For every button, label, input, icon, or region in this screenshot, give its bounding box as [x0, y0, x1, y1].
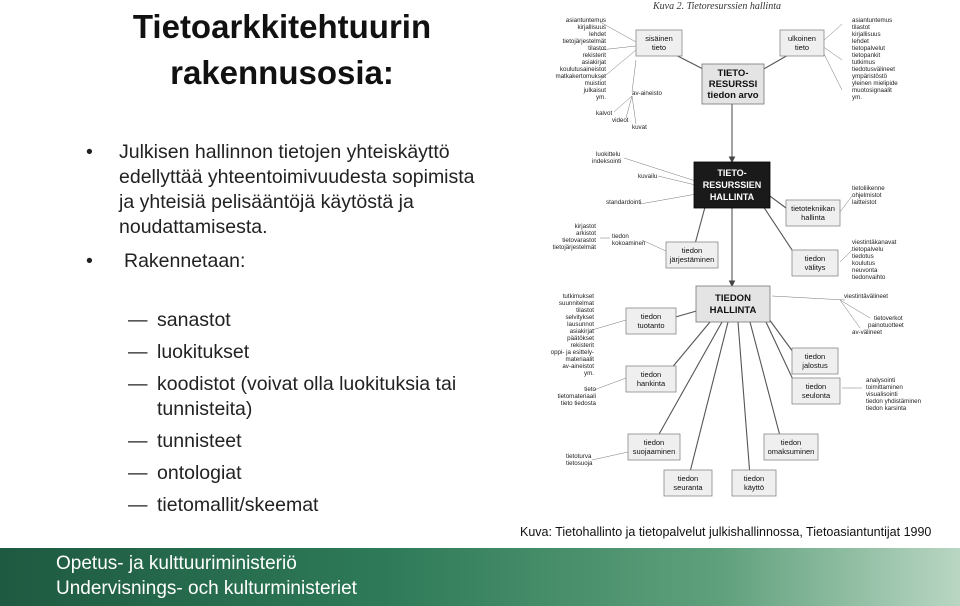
sub-bullet-text: tietomallit/skeemat [157, 494, 319, 516]
annotation-label: tieto [584, 386, 596, 393]
node-label: HALLINTA [709, 192, 755, 202]
dash-icon: — [128, 341, 148, 363]
annotation-label: tietopalvelu [852, 246, 884, 253]
annotation-label: muotosignaalit [852, 87, 892, 94]
edge [766, 315, 796, 356]
annotation-label: laitteistot [852, 199, 877, 206]
annotation-label: kalvot [596, 110, 613, 117]
annotation-label: lehdet [852, 38, 869, 45]
node-label: tiedon [643, 438, 665, 447]
edge [594, 378, 626, 390]
annotation-label: tietopankit [852, 52, 881, 59]
edge [822, 46, 842, 60]
label-group-hankinta [557, 386, 596, 407]
node-tiedon-omaksuminen [764, 434, 818, 460]
annotation-label: videot [612, 117, 629, 124]
annotation-label: ohjelmistot [852, 192, 882, 199]
annotation-label: tietovarastot [562, 237, 596, 244]
node-sisainen-tieto [636, 30, 682, 56]
node-label: tietotekniikan [791, 204, 835, 213]
annotation-label: tilastot [588, 45, 606, 52]
node-label: omaksuminen [767, 447, 815, 456]
annotation-label: av-välineet [852, 329, 882, 336]
annotation-label: tilastot [576, 307, 594, 314]
edge [592, 452, 628, 460]
annotation-label: asiantuntemus [565, 17, 606, 24]
label-group-left-top [555, 17, 606, 101]
annotation-label: ym. [596, 94, 606, 101]
annotation-label: kokoaminen [612, 240, 646, 247]
resource-management-diagram [540, 0, 960, 498]
annotation-label: asiakirjat [569, 328, 594, 335]
sub-bullet-item [128, 461, 488, 486]
node-label: suojaaminen [632, 447, 676, 456]
figure-title: Kuva 2. Tietoresurssien hallinta [653, 1, 781, 12]
edge [738, 322, 750, 476]
annotation-label: indeksointi [592, 158, 622, 165]
node-tietoresurssi [702, 64, 764, 104]
node-ulkoinen-tieto [780, 30, 824, 56]
label-group-right-top [852, 17, 898, 101]
edge [642, 240, 668, 252]
bullet-item [86, 140, 486, 240]
sub-bullet-item [128, 308, 488, 333]
annotation-label: materiaalit [565, 356, 594, 363]
figure-caption: Kuva: Tietohallinto ja tietopalvelut julkishallinnossa, Tietoasiantuntijat 1990 [520, 525, 932, 539]
label-group-valitys [852, 239, 897, 281]
annotation-label: analysointi [866, 377, 896, 384]
annotation-label: kirjastot [574, 223, 596, 230]
annotation-label: viestintävälineet [844, 293, 889, 300]
annotation-label: koulutus [852, 260, 876, 267]
node-label: hallinta [801, 213, 825, 222]
edge [592, 320, 626, 330]
node-label: tiedon [743, 474, 765, 483]
annotation-label: julkaisut [583, 87, 606, 94]
dash-icon: — [128, 462, 148, 484]
sub-bullet-item [128, 429, 488, 454]
annotation-label: tiedon yhdistäminen [866, 398, 922, 405]
dash-icon: — [128, 309, 148, 331]
node-tietoresurssien-hallinta [694, 162, 770, 208]
node-label: jalostus [802, 361, 828, 370]
node-label: seuranta [673, 483, 703, 492]
node-label: hankinta [636, 379, 666, 388]
sub-bullet-item [128, 372, 488, 422]
annotation-label: lausunnot [567, 321, 594, 328]
annotation-label: tutkimus [852, 59, 876, 66]
annotation-label: kuvat [632, 124, 647, 131]
node-label: ulkoinen [788, 34, 816, 43]
edge [632, 96, 636, 124]
ministry-footer [0, 548, 960, 606]
node-label: tiedon [804, 352, 826, 361]
node-tiedon-hankinta [626, 366, 676, 392]
node-label: tiedon [780, 438, 802, 447]
annotation-label: tilastot [852, 24, 870, 31]
annotation-label: päätökset [567, 335, 594, 342]
node-label: tieto [651, 43, 667, 52]
edge [632, 60, 636, 92]
node-tiedon-seulonta [792, 378, 840, 404]
annotation-label: rekisterit [582, 52, 606, 59]
annotation-label: yleinen mielipide [852, 80, 898, 87]
annotation-label: suunnitelmat [558, 300, 594, 307]
annotation-label: tiedon karsinta [866, 405, 907, 412]
node-tiedon-suojaaminen [628, 434, 680, 460]
annotation-label: arkistot [576, 230, 596, 237]
annotation-label: kirjallisuus [852, 31, 881, 38]
label-group-seulonta [866, 377, 922, 412]
footer-line-finnish: Opetus- ja kulttuuriministeriö [56, 553, 297, 574]
annotation-label: tiedotus [852, 253, 874, 260]
annotation-label: painotuotteet [868, 322, 904, 329]
node-label: HALLINTA [709, 305, 757, 316]
annotation-label: viestintäkanavat [852, 239, 897, 246]
annotation-label: tiedonvaihto [852, 274, 886, 281]
annotation-label: tieto tiedosta [560, 400, 596, 407]
footer-line-swedish: Undervisnings- och kulturministeriet [56, 578, 357, 599]
edge [626, 96, 632, 118]
annotation-label: av-aineisto [632, 90, 662, 97]
annotation-label: visualisointi [866, 391, 898, 398]
sub-bullet-item [128, 493, 488, 518]
node-label: sisäinen [645, 34, 673, 43]
node-tiedon-jalostus [792, 348, 838, 374]
sub-bullet-item [128, 340, 488, 365]
edge [840, 196, 852, 212]
node-label: seulonta [801, 391, 831, 400]
annotation-label: tietojärjestelmät [562, 38, 606, 45]
node-label: TIETO- [717, 68, 749, 79]
node-label: RESURSSIEN [702, 180, 762, 190]
label-group-tietoturva [566, 453, 593, 467]
node-label: RESURSSI [708, 79, 758, 90]
node-tiedon-tuotanto [626, 308, 676, 334]
annotation-label: luokittelu [596, 151, 621, 158]
edge [766, 322, 796, 386]
edge [840, 250, 852, 262]
annotation-label: ym. [584, 370, 594, 377]
node-label: tuotanto [637, 321, 665, 330]
edge [772, 296, 845, 300]
annotation-label: tutkimukset [562, 293, 594, 300]
bullet-text: Rakennetaan: [124, 250, 246, 272]
annotation-label: toimittaminen [866, 384, 903, 391]
title-line-2: rakennusosia: [170, 54, 394, 91]
node-label: tiedon [640, 312, 662, 321]
node-label: tiedon [804, 254, 826, 263]
annotation-label: asiakirjat [581, 59, 606, 66]
annotation-label: ympäristöstö [852, 73, 888, 80]
label-group-tietotekniikka [852, 185, 885, 206]
node-label: tiedon [681, 246, 703, 255]
node-label: TIETO- [717, 168, 747, 178]
bullet-item [86, 249, 486, 274]
annotation-label: rekisterit [570, 342, 594, 349]
annotation-label: standardointi [606, 199, 642, 206]
label-group-tuotanto [551, 293, 595, 377]
sub-bullet-text: ontologiat [157, 462, 242, 484]
node-label: välitys [804, 263, 826, 272]
annotation-label: tietoturva [566, 453, 592, 460]
dash-icon: — [128, 430, 148, 452]
node-label: tiedon [640, 370, 662, 379]
node-label: järjestäminen [669, 255, 715, 264]
node-tiedon-hallinta [696, 286, 770, 322]
sub-bullet-text: luokitukset [157, 341, 250, 363]
bullet-dot-icon: • [86, 250, 93, 272]
edge [840, 300, 860, 328]
annotation-label: selvitykset [565, 314, 594, 321]
annotation-label: kuvailu [638, 173, 658, 180]
dash-icon: — [128, 373, 148, 395]
bullet-list [86, 140, 486, 274]
annotation-label: tietosuoja [566, 460, 593, 467]
node-label: TIEDON [715, 293, 751, 304]
node-label: tieto [794, 43, 810, 52]
sub-bullet-text: koodistot (voivat olla luokituksia tai tunnisteita) [157, 373, 457, 420]
sub-bullet-list [128, 308, 488, 525]
annotation-label: neuvonta [852, 267, 878, 274]
node-label: tiedon [677, 474, 699, 483]
annotation-label: koulutusaineistot [559, 66, 606, 73]
annotation-label: av-aineistot [562, 363, 594, 370]
node-tiedon-jarjestaminen [666, 242, 718, 268]
dash-icon: — [128, 494, 148, 516]
sub-bullet-text: sanastot [157, 309, 231, 331]
annotation-label: asiantuntemus [852, 17, 893, 24]
edge [840, 300, 870, 318]
label-group-kirjastot [553, 223, 597, 251]
node-tietotekniikan-hallinta [786, 200, 840, 226]
annotation-label: kirjallisuus [577, 24, 606, 31]
edge [614, 96, 632, 112]
node-tiedon-seuranta [664, 470, 712, 496]
bullet-dot-icon: • [86, 141, 93, 163]
node-tiedon-kaytto [732, 470, 776, 496]
annotation-label: tietopalvelut [852, 45, 886, 52]
annotation-label: tietoverkot [874, 315, 903, 322]
annotation-label: tiedon [612, 233, 629, 240]
node-tiedon-valitys [792, 250, 838, 276]
annotation-label: ym. [852, 94, 862, 101]
annotation-label: tiedotusvälineet [852, 66, 895, 73]
annotation-label: tietoliikenne [852, 185, 885, 192]
bullet-text: Julkisen hallinnon tietojen yhteiskäyttö edellyttää yhteentoimivuudesta sopimista ja yhteisiä pelisääntöjä käytöstä ja noudattamisesta. [119, 141, 475, 238]
edge [822, 50, 842, 90]
annotation-label: tietomateriaali [557, 393, 596, 400]
node-label: tiedon arvo [707, 90, 759, 101]
edge [750, 322, 780, 436]
sub-bullet-text: tunnisteet [157, 430, 242, 452]
title-line-1: Tietoarkkitehtuurin [132, 8, 432, 45]
edge [822, 24, 842, 42]
annotation-label: tietojärjestelmät [552, 244, 596, 251]
node-label: käyttö [743, 483, 765, 492]
annotation-label: oppi- ja esittely- [550, 349, 594, 356]
annotation-label: matkakertomukset [555, 73, 606, 80]
annotation-label: muistiot [584, 80, 606, 87]
annotation-label: lehdet [589, 31, 606, 38]
node-label: tiedon [805, 382, 827, 391]
slide-title [112, 4, 452, 96]
